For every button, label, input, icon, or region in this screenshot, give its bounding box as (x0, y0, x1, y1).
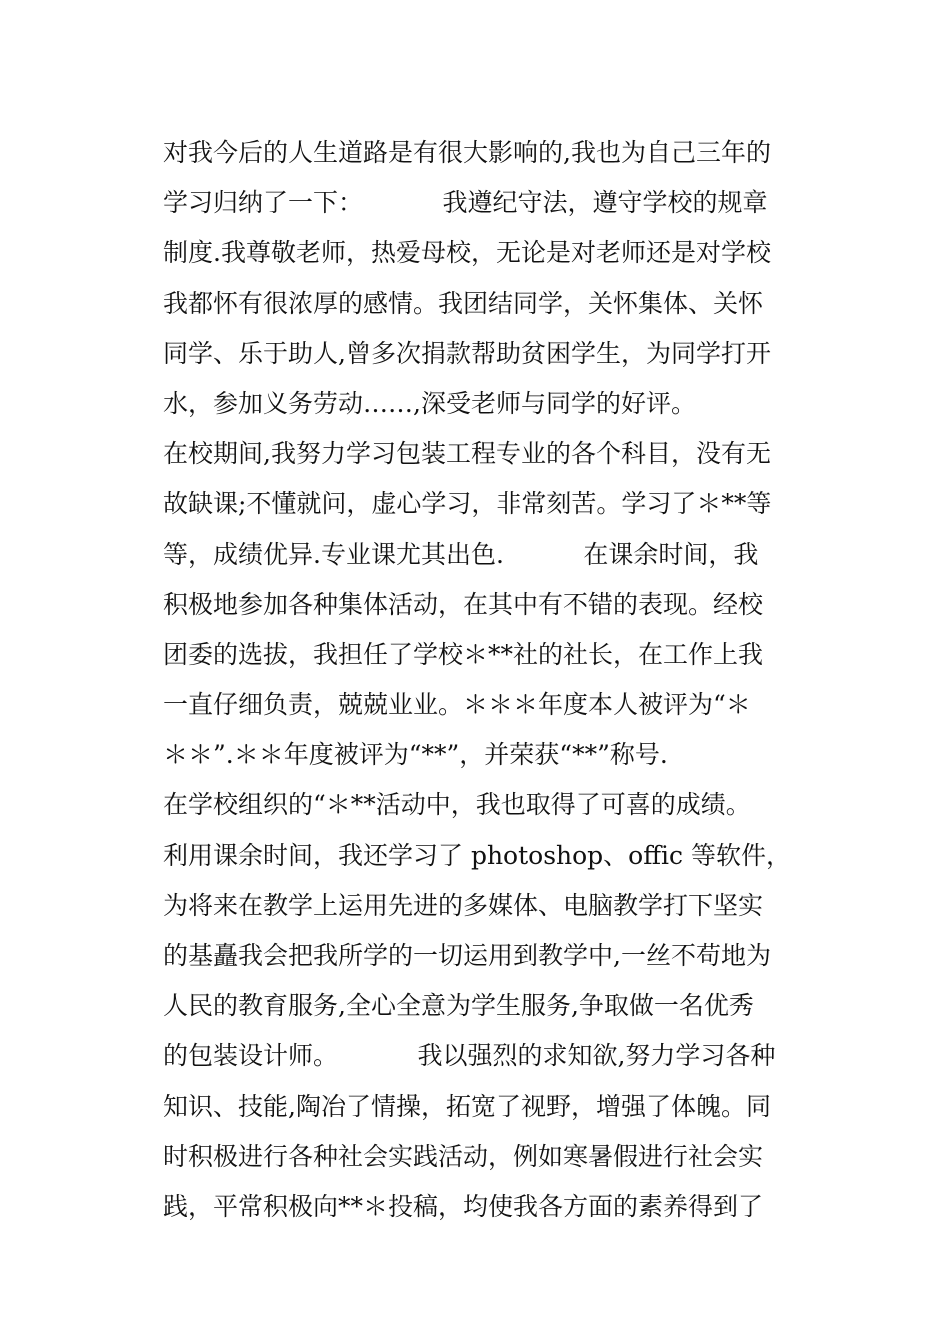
text-line: 一直仔细负责，兢兢业业。＊＊＊年度本人被评为“＊ (163, 690, 751, 720)
text-line: 积极地参加各种集体活动，在其中有不错的表现。经校 (163, 589, 764, 619)
text-line: 对我今后的人生道路是有很大影响的,我也为自己三年的 (163, 138, 771, 167)
text-line: 知识、技能,陶冶了情操，拓宽了视野，增强了体魄。同 (163, 1091, 771, 1121)
text-line: 时积极进行各种社会实践活动，例如寒暑假进行社会实 (163, 1141, 764, 1171)
text-line: 的基矗我会把我所学的一切运用到教学中,一丝不苟地为 (163, 941, 771, 970)
text-line: 学习归纳了一下： 我遵纪守法，遵守学校的规章 (163, 188, 768, 218)
text-line: 为将来在教学上运用先进的多媒体、电脑教学打下坚实 (163, 890, 764, 920)
text-line: 践，平常积极向**＊投稿，均使我各方面的素养得到了 (163, 1191, 764, 1221)
text-line: 我都怀有很浓厚的感情。我团结同学，关怀集体、关怀 (163, 288, 764, 318)
body-text (163, 128, 793, 1232)
text-line: 团委的选拔，我担任了学校＊**社的社长，在工作上我 (163, 639, 764, 669)
text-line: ＊＊”.＊＊年度被评为“**”，并荣获“**”称号. (163, 740, 668, 770)
text-line: 等，成绩优异.专业课尤其出色. 在课余时间，我 (163, 539, 759, 569)
text-line: 故缺课;不懂就问，虚心学习，非常刻苦。学习了＊**等 (163, 489, 772, 519)
text-line: 的包装设计师。 我以强烈的求知欲,努力学习各种 (163, 1041, 776, 1071)
text-line: 在学校组织的“＊**活动中，我也取得了可喜的成绩。 (163, 790, 751, 820)
text-line: 制度.我尊敬老师，热爱母校，无论是对老师还是对学校 (163, 238, 771, 268)
text-line: 水，参加义务劳动……,深受老师与同学的好评。 (163, 388, 696, 418)
text-line: 人民的教育服务,全心全意为学生服务,争取做一名优秀 (163, 991, 754, 1021)
text-line: 在校期间,我努力学习包装工程专业的各个科目，没有无 (163, 439, 771, 469)
text-line: 利用课余时间，我还学习了 photoshop、offic 等软件， (163, 840, 791, 870)
text-line: 同学、乐于助人,曾多次捐款帮助贫困学生，为同学打开 (163, 338, 771, 368)
